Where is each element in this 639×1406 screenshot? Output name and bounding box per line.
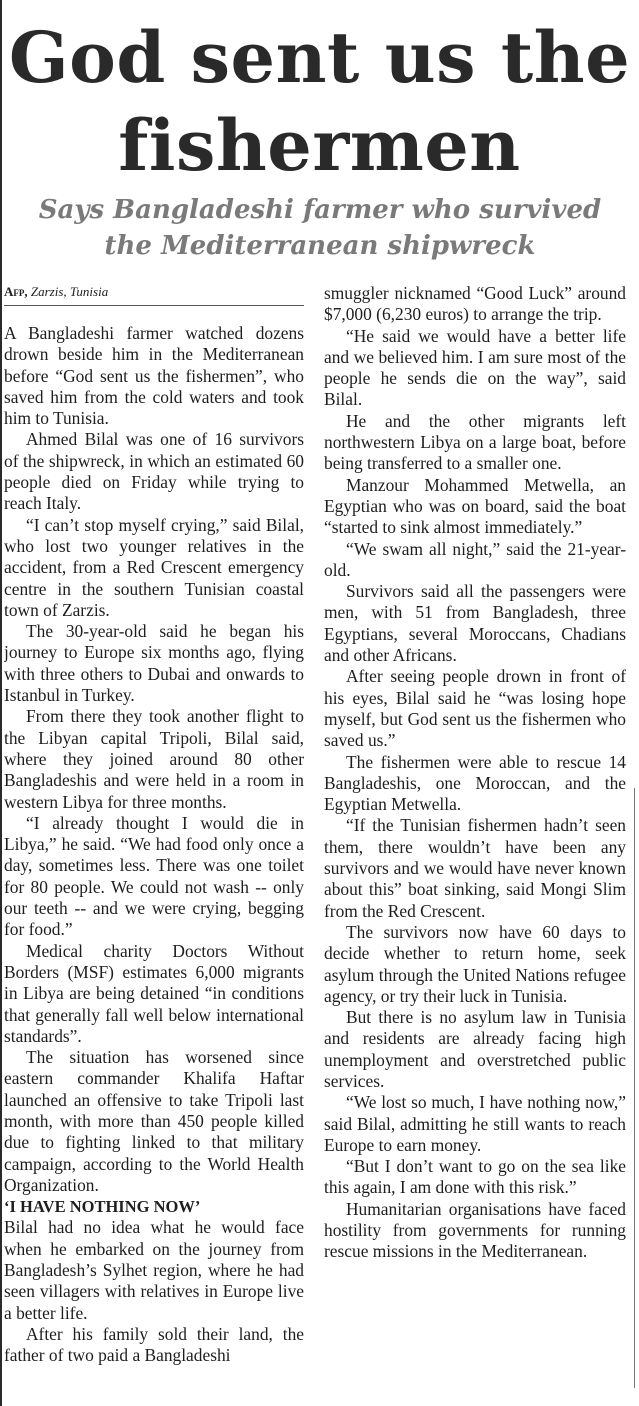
- byline-place: Zarzis, Tunisia: [30, 284, 109, 299]
- paragraph: “I can’t stop myself crying,” said Bilal, who lost two younger relatives in the accident, from a Red Crescent emergency centre in the southern Tunisian coastal town of Zarzis.: [4, 514, 304, 620]
- paragraph: He and the other migrants left northwestern Libya on a large boat, before being transferred to a smaller one.: [324, 410, 626, 474]
- paragraph: “We swam all night,” said the 21-year-old.: [324, 538, 626, 580]
- paragraph: The fishermen were able to rescue 14 Bangladeshis, one Moroccan, and the Egyptian Metwella.: [324, 751, 626, 815]
- paragraph: Ahmed Bilal was one of 16 survivors of the shipwreck, in which an estimated 60 people died on Friday while trying to reach Italy.: [4, 429, 304, 514]
- paragraph: Survivors said all the passengers were men, with 51 from Bangladesh, three Egyptians, several Moroccans, Chadians and other Africans.: [324, 581, 626, 666]
- headline: God sent us the fishermen: [8, 16, 631, 187]
- paragraph: But there is no asylum law in Tunisia and residents are already facing high unemployment and overstretched public services.: [324, 1007, 626, 1091]
- paragraph: “He said we would have a better life and we believed him. I am sure most of the people he sends die on the way”, said Bilal.: [324, 325, 626, 410]
- deck-subtitle: Says Bangladeshi farmer who survived the Mediterranean shipwreck: [38, 195, 602, 261]
- page-right-border: [634, 788, 635, 1388]
- paragraph: The 30-year-old said he began his journey to Europe six months ago, flying with three others to Dubai and onwards to Istanbul in Turkey.: [4, 621, 304, 706]
- byline: [4, 283, 304, 306]
- paragraph: “If the Tunisian fishermen hadn’t seen them, there wouldn’t have been any survivors and we would have never known about this” boat sinking, said Mongi Slim from the Red Crescent.: [324, 815, 626, 921]
- paragraph: Bilal had no idea what he would face when he embarked on the journey from Bangladesh’s Sylhet region, where he had seen villagers with relatives in Europe live a better life.: [4, 1217, 304, 1323]
- byline-agency: Afp,: [4, 284, 28, 299]
- paragraph: Manzour Mohammed Metwella, an Egyptian who was on board, said the boat “started to sink almost immediately.”: [324, 474, 626, 538]
- paragraph: Humanitarian organisations have faced hostility from governments for running rescue missions in the Mediterranean.: [324, 1198, 626, 1262]
- paragraph: After his family sold their land, the father of two paid a Bangladeshi: [4, 1323, 304, 1366]
- paragraph: After seeing people drown in front of his eyes, Bilal said he “was losing hope myself, but God sent us the fishermen who saved us.”: [324, 666, 626, 751]
- paragraph: smuggler nicknamed “Good Luck” around $7,000 (6,230 euros) to arrange the trip.: [324, 283, 626, 325]
- paragraph: “I already thought I would die in Libya,” he said. “We had food only once a day, sometimes less. There was one toilet for 80 people. We could not wash -- only our teeth -- and we were crying, begging for food.”: [4, 812, 304, 940]
- right-column: [324, 283, 626, 1398]
- paragraph: A Bangladeshi farmer watched dozens drown beside him in the Mediterranean before “God sent us the fishermen”, who saved him from the cold waters and took him to Tunisia.: [4, 323, 304, 429]
- paragraph: Medical charity Doctors Without Borders (MSF) estimates 6,000 migrants in Libya are being detained “in conditions that generally fall well below international standards”.: [4, 940, 304, 1046]
- paragraph: “We lost so much, I have nothing now,” said Bilal, admitting he still wants to reach Europe to earn money.: [324, 1092, 626, 1155]
- left-column: [4, 283, 304, 1398]
- subhead: ‘I HAVE NOTHING NOW’: [4, 1197, 201, 1217]
- paragraph: From there they took another flight to the Libyan capital Tripoli, Bilal said, where they joined around 80 other Bangladeshis and were held in a room in western Libya for three months.: [4, 706, 304, 812]
- paragraph: The situation has worsened since eastern commander Khalifa Haftar launched an offensive to take Tripoli last month, with more than 450 people killed due to fighting linked to that military campaign, according to the World Health Organization.: [4, 1047, 304, 1195]
- paragraph: The survivors now have 60 days to decide whether to return home, seek asylum through the United Nations refugee agency, or try their luck in Tunisia.: [324, 921, 626, 1006]
- paragraph: “But I don’t want to go on the sea like this again, I am done with this risk.”: [324, 1156, 626, 1198]
- page-left-border: [0, 0, 2, 1406]
